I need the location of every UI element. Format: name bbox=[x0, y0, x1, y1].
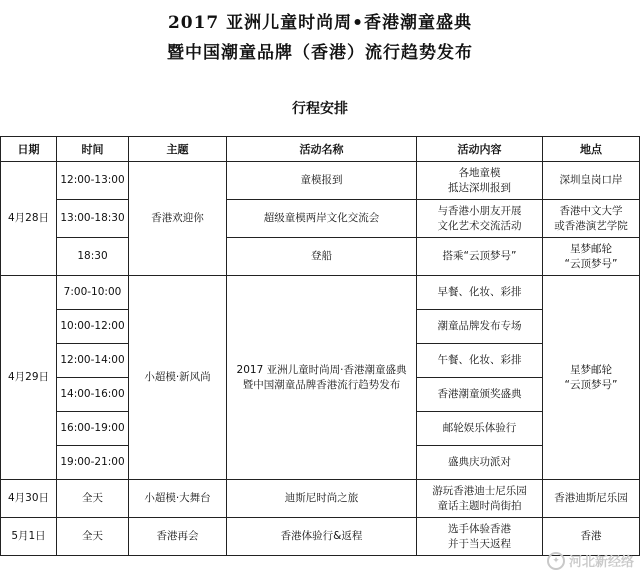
header-row bbox=[1, 137, 640, 162]
activity-content-cell: 早餐、化妆、彩排 bbox=[417, 276, 543, 310]
watermark-logo-icon: ✦ bbox=[547, 552, 565, 570]
activity-content-cell: 搭乘“云顶梦号” bbox=[417, 238, 543, 276]
location-cell: 香港迪斯尼乐园 bbox=[543, 480, 640, 518]
theme-cell: 小超模·新风尚 bbox=[129, 276, 227, 480]
title-line-2: 暨中国潮童品牌（香港）流行趋势发布 bbox=[167, 43, 473, 63]
activity-name-cell: 超级童模两岸文化交流会 bbox=[227, 200, 417, 238]
header-date: 日期 bbox=[1, 137, 57, 162]
activity-name-cell: 登船 bbox=[227, 238, 417, 276]
title-line-1: 2017 亚洲儿童时尚周•香港潮童盛典 bbox=[167, 13, 473, 33]
schedule-table bbox=[0, 136, 640, 556]
time-cell: 14:00-16:00 bbox=[57, 378, 129, 412]
date-cell: 4月29日 bbox=[1, 276, 57, 480]
table-row bbox=[1, 238, 640, 276]
header-activity-name: 活动名称 bbox=[227, 137, 417, 162]
table-row bbox=[1, 480, 640, 518]
table-row bbox=[1, 518, 640, 556]
header-activity-content: 活动内容 bbox=[417, 137, 543, 162]
activity-content-cell: 选手体验香港 并于当天返程 bbox=[417, 518, 543, 556]
header-theme: 主题 bbox=[129, 137, 227, 162]
activity-name-cell: 2017 亚洲儿童时尚周·香港潮童盛典 暨中国潮童品牌香港流行趋势发布 bbox=[227, 276, 417, 480]
location-cell: 星梦邮轮 “云顶梦号” bbox=[543, 238, 640, 276]
watermark bbox=[547, 551, 634, 570]
table-row bbox=[1, 276, 640, 310]
activity-content-cell: 盛典庆功派对 bbox=[417, 446, 543, 480]
location-cell: 香港中文大学 或香港演艺学院 bbox=[543, 200, 640, 238]
time-cell: 16:00-19:00 bbox=[57, 412, 129, 446]
activity-name-cell: 童模报到 bbox=[227, 162, 417, 200]
activity-content-cell: 与香港小朋友开展 文化艺术交流活动 bbox=[417, 200, 543, 238]
theme-cell: 香港再会 bbox=[129, 518, 227, 556]
date-cell: 4月28日 bbox=[1, 162, 57, 276]
table-row bbox=[1, 162, 640, 200]
activity-content-cell: 邮轮娱乐体验行 bbox=[417, 412, 543, 446]
header-location: 地点 bbox=[543, 137, 640, 162]
time-cell: 13:00-18:30 bbox=[57, 200, 129, 238]
time-cell: 10:00-12:00 bbox=[57, 310, 129, 344]
location-cell: 星梦邮轮 “云顶梦号” bbox=[543, 276, 640, 480]
time-cell: 12:00-14:00 bbox=[57, 344, 129, 378]
time-cell: 7:00-10:00 bbox=[57, 276, 129, 310]
time-cell: 全天 bbox=[57, 480, 129, 518]
time-cell: 全天 bbox=[57, 518, 129, 556]
time-cell: 12:00-13:00 bbox=[57, 162, 129, 200]
theme-cell: 小超模·大舞台 bbox=[129, 480, 227, 518]
header-time: 时间 bbox=[57, 137, 129, 162]
table-row bbox=[1, 200, 640, 238]
date-cell: 5月1日 bbox=[1, 518, 57, 556]
date-cell: 4月30日 bbox=[1, 480, 57, 518]
activity-content-cell: 午餐、化妆、彩排 bbox=[417, 344, 543, 378]
location-cell: 深圳皇岗口岸 bbox=[543, 162, 640, 200]
time-cell: 19:00-21:00 bbox=[57, 446, 129, 480]
schedule-table-wrap bbox=[0, 136, 640, 556]
activity-content-cell: 游玩香港迪士尼乐园 童话主题时尚街拍 bbox=[417, 480, 543, 518]
time-cell: 18:30 bbox=[57, 238, 129, 276]
theme-cell: 香港欢迎你 bbox=[129, 162, 227, 276]
activity-content-cell: 潮童品牌发布专场 bbox=[417, 310, 543, 344]
activity-content-cell: 各地童模 抵达深圳报到 bbox=[417, 162, 543, 200]
activity-name-cell: 迪斯尼时尚之旅 bbox=[227, 480, 417, 518]
activity-name-cell: 香港体验行&返程 bbox=[227, 518, 417, 556]
watermark-text: 河北新经络 bbox=[568, 555, 634, 570]
activity-content-cell: 香港潮童颁奖盛典 bbox=[417, 378, 543, 412]
document-title bbox=[0, 8, 640, 68]
location-cell: 香港 bbox=[543, 518, 640, 556]
schedule-subtitle: 行程安排 bbox=[292, 101, 348, 117]
